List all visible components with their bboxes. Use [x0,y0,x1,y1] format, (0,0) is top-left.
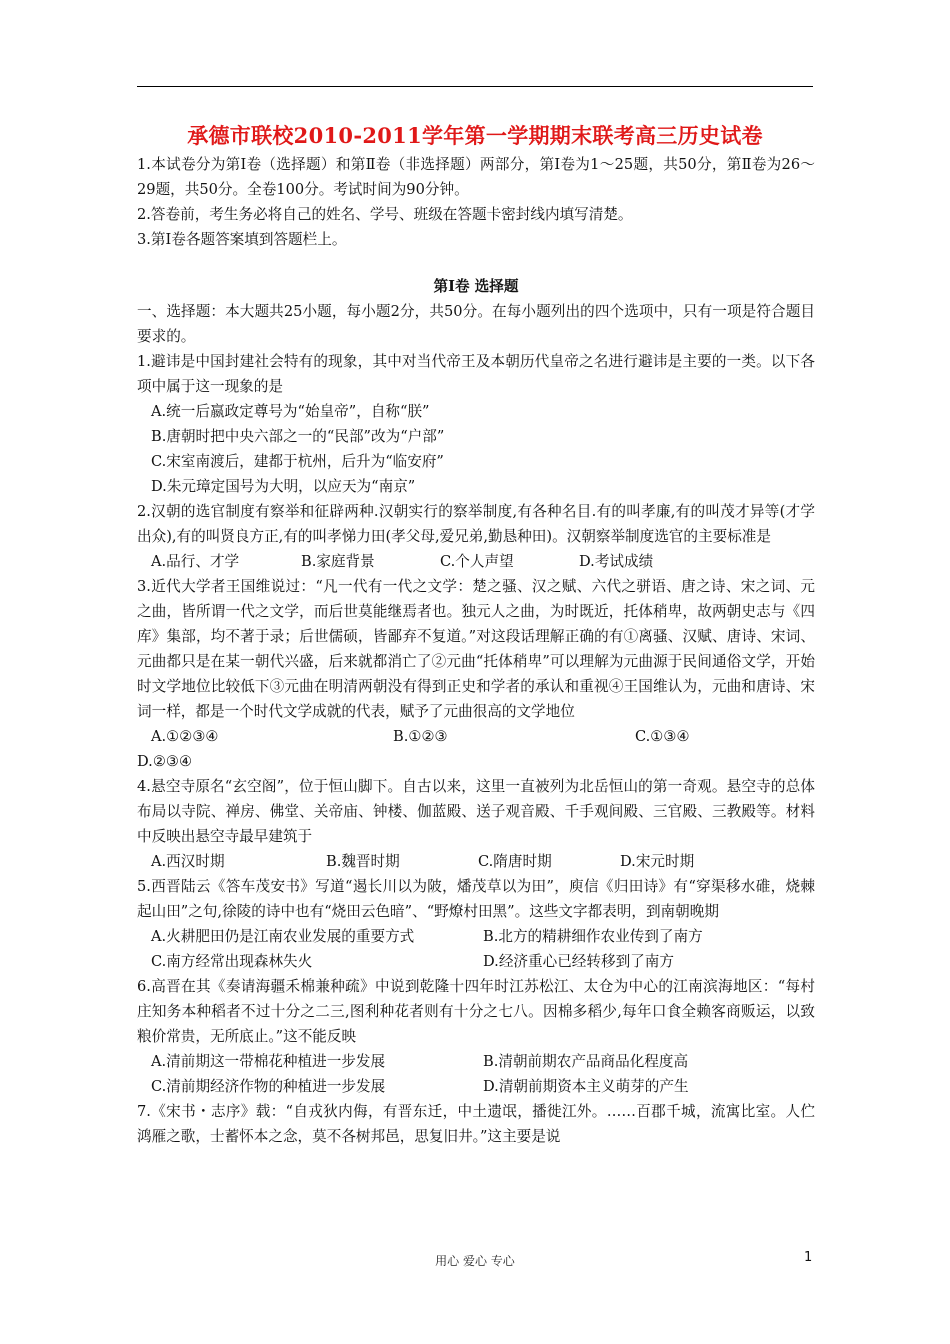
section-title: 第Ⅰ卷 选择题 [433,278,519,295]
question-2-option-d: D.考试成绩 [579,553,654,570]
header-rule [137,86,813,87]
question-2-option-b: B.家庭背景 [301,553,375,570]
question-5-options-row1 [137,924,815,949]
section-intro: 一、选择题：本大题共25小题，每小题2分，共50分。在每小题列出的四个选项中，只有一项是符合题目要求的。 [137,303,815,345]
question-4-option-d: D.宋元时期 [620,853,695,870]
question-7-stem: 7.《宋书・志序》载：“自戎狄内侮，有晋东迁，中土遗氓，播徙江外。……百郡千城，流寓比室。人伫鸿雁之歌，士蓄怀本之念，莫不各树邦邑，思复旧井。”这主要是说 [137,1103,815,1145]
instruction-2: 2.答卷前，考生务必将自己的姓名、学号、班级在答题卡密封线内填写清楚。 [137,206,633,223]
question-3-option-b: B.①②③ [393,728,448,745]
question-4-option-c: C.隋唐时期 [478,853,552,870]
instruction-1: 1.本试卷分为第Ⅰ卷（选择题）和第Ⅱ卷（非选择题）两部分，第Ⅰ卷为1～25题，共50分，第Ⅱ卷为26～29题，共50分。全卷100分。考试时间为90分钟。 [137,156,815,198]
question-6-option-a: A.清前期这一带棉花种植进一步发展 [151,1053,386,1070]
question-5-option-b: B.北方的精耕细作农业传到了南方 [483,928,703,945]
question-1-option-b: B.唐朝时把中央六部之一的“民部”改为“户部” [151,428,445,445]
question-2-stem: 2.汉朝的选官制度有察举和征辟两种.汉朝实行的察举制度,有各种名目.有的叫孝廉,有的叫茂才异等(才学出众),有的叫贤良方正,有的叫孝悌力田(孝父母,爱兄弟,勤恳种田)。汉朝察举制度选官的主要标准是 [137,503,815,545]
question-3-stem: 3.近代大学者王国维说过：“凡一代有一代之文学：楚之骚、汉之赋、六代之骈语、唐之诗、宋之词、元之曲，皆所谓一代之文学，而后世莫能继焉者也。独元人之曲，为时既近，托体稍卑，故两朝史志与《四库》集部，均不著于录；后世儒硕，皆鄙弃不复道。”对这段话理解正确的有①离骚、汉赋、唐诗、宋词、元曲都只是在某一朝代兴盛，后来就都消亡了②元曲“托体稍卑”可以理解为元曲源于民间通俗文学，开始时文学地位比较低下③元曲在明清两朝没有得到正史和学者的承认和重视④王国维认为，元曲和唐诗、宋词一样，都是一个时代文学成就的代表，赋予了元曲很高的文学地位 [137,578,815,720]
question-4-stem: 4.悬空寺原名“玄空阁”，位于恒山脚下。自古以来，这里一直被列为北岳恒山的第一奇观。悬空寺的总体布局以寺院、禅房、佛堂、关帝庙、钟楼、伽蓝殿、送子观音殿、千手观间殿、三官殿、三教殿等。材料中反映出悬空寺最早建筑于 [137,778,815,845]
question-5-option-d: D.经济重心已经转移到了南方 [483,953,674,970]
question-2-option-c: C.个人声望 [440,553,514,570]
question-5-stem: 5.西晋陆云《答车茂安书》写道“遏长川以为陂，燔茂草以为田”，庾信《归田诗》有“穿渠移水碓，烧棘起山田”之句,徐陵的诗中也有“烧田云色暗”、“野燎村田黑”。这些文字都表明，到南朝晚期 [137,878,815,920]
question-4-option-a: A.西汉时期 [151,853,225,870]
question-3-option-a: A.①②③④ [151,728,219,745]
question-1-option-a: A.统一后嬴政定尊号为“始皇帝”，自称“朕” [151,403,430,420]
question-3-option-d: D.②③④ [137,753,193,770]
question-5-option-c: C.南方经常出现森林失火 [151,953,313,970]
instruction-3: 3.第Ⅰ卷各题答案填到答题栏上。 [137,231,347,248]
question-3-option-c: C.①③④ [635,728,690,745]
question-4-options [137,849,815,874]
question-1-stem: 1.避讳是中国封建社会特有的现象，其中对当代帝王及本朝历代皇帝之名进行避讳是主要的一类。以下各项中属于这一现象的是 [137,353,815,395]
question-1-option-d: D.朱元璋定国号为大明，以应天为“南京” [151,478,416,495]
instructions [137,152,815,252]
question-2-option-a: A.品行、才学 [151,553,240,570]
page-number: 1 [804,1250,813,1265]
question-6-options-row2 [137,1074,815,1099]
question-6-option-d: D.清朝前期资本主义萌芽的产生 [483,1078,689,1095]
page-title: 承德市联校2010-2011学年第一学期期末联考高三历史试卷 [187,123,763,148]
question-5-options-row2 [137,949,815,974]
question-3-options [137,724,815,749]
question-2-options [137,549,815,574]
question-1-option-c: C.宋室南渡后，建都于杭州，后升为“临安府” [151,453,444,470]
question-6-options-row1 [137,1049,815,1074]
question-6-stem: 6.高晋在其《奏请海疆禾棉兼种疏》中说到乾隆十四年时江苏松江、太仓为中心的江南滨海地区：“每村庄知务本种稻者不过十分之二三,图利种花者则有十分之七八。因棉多稻少,每年口食全赖客商贩运，以致粮价常贵，无所底止。”这不能反映 [137,978,815,1045]
question-6-option-b: B.清朝前期农产品商品化程度高 [483,1053,689,1070]
question-6-option-c: C.清前期经济作物的种植进一步发展 [151,1078,386,1095]
page-footer: 用心 爱心 专心 [435,1254,515,1268]
question-5-option-a: A.火耕肥田仍是江南农业发展的重要方式 [151,928,415,945]
section-1 [137,274,815,1149]
question-4-option-b: B.魏晋时期 [326,853,400,870]
